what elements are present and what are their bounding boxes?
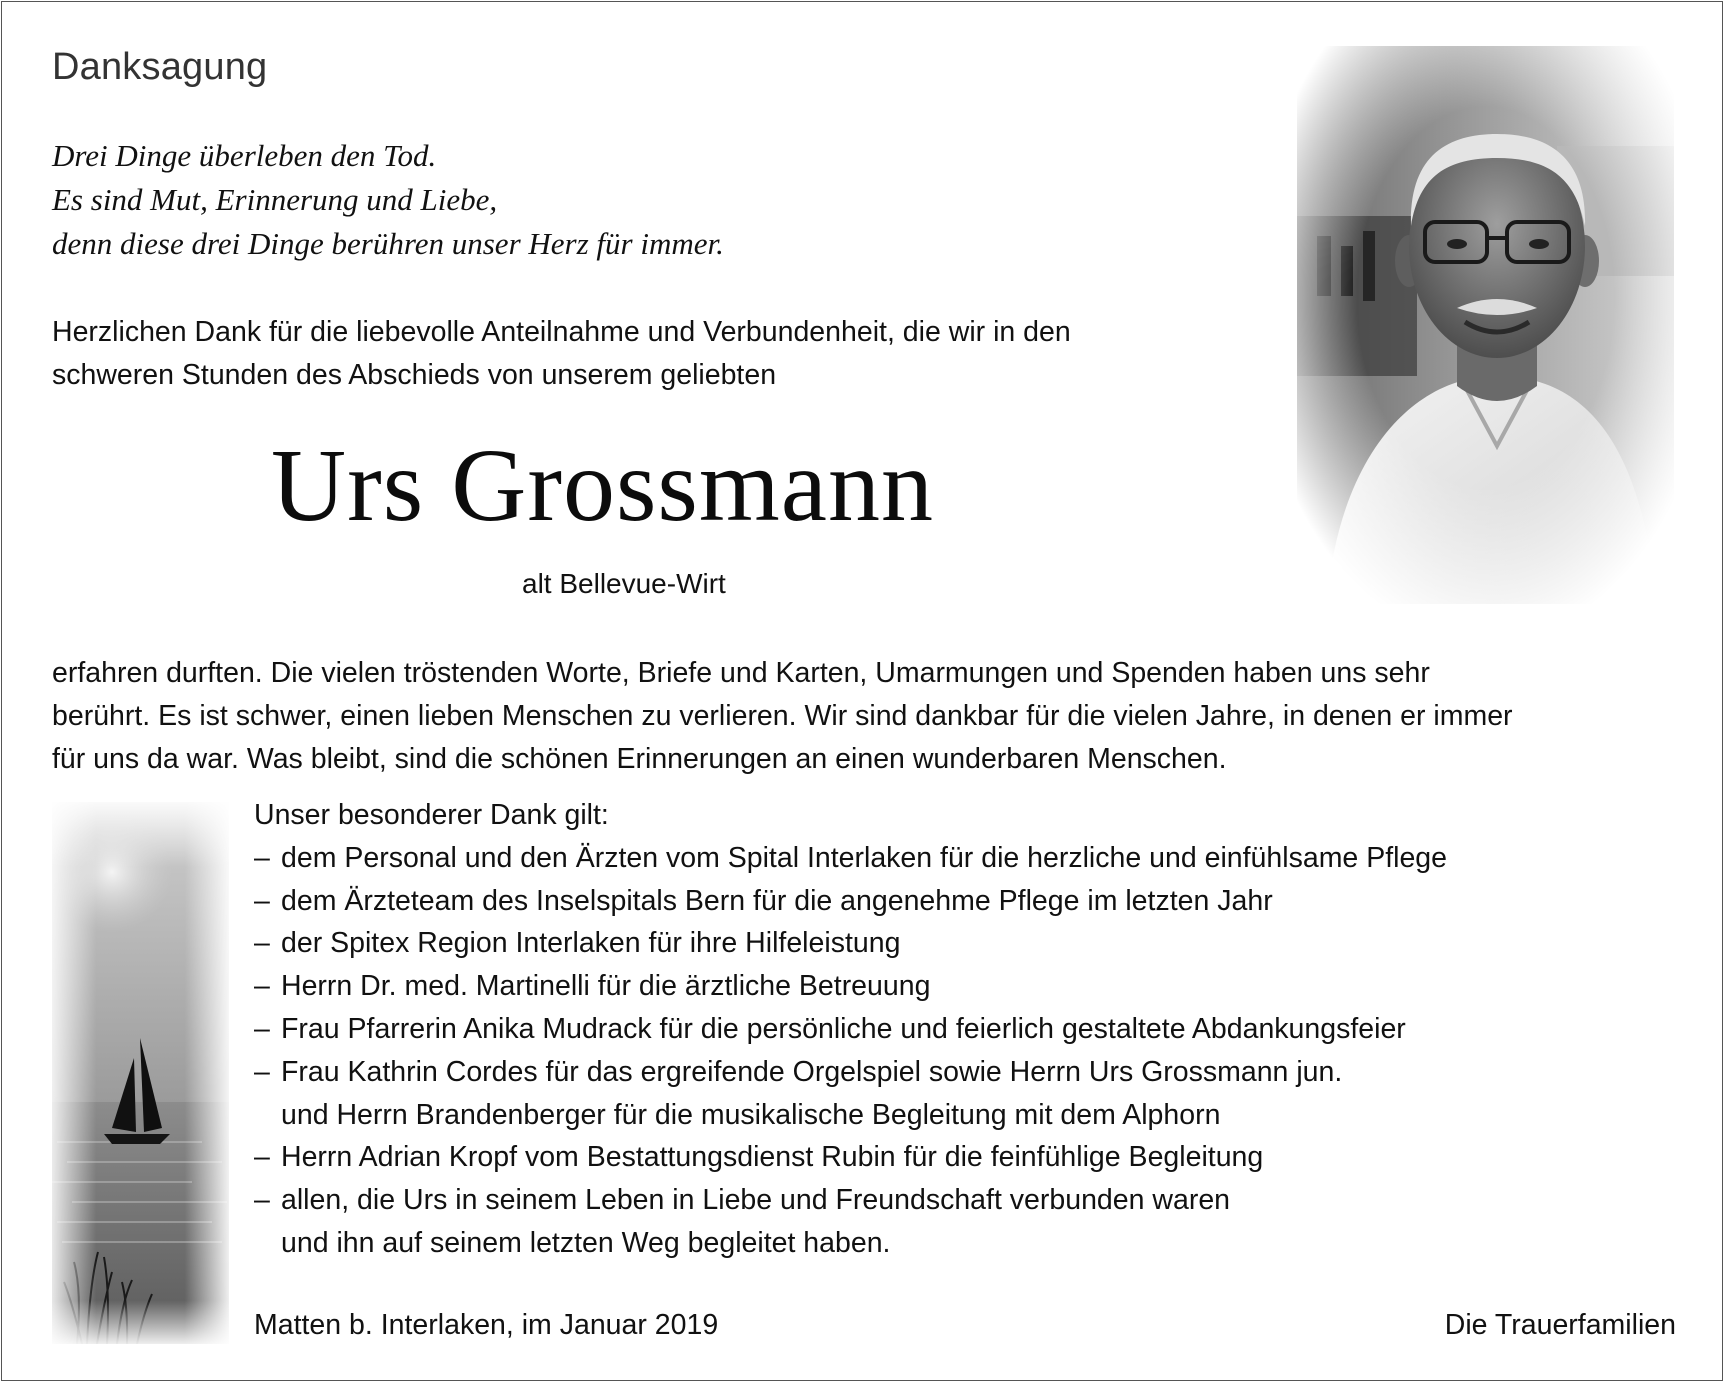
list-item-line: – der Spitex Region Interlaken für ihre Hilfeleistung [281, 927, 901, 960]
place-and-date: Matten b. Interlaken, im Januar 2019 [254, 1309, 719, 1341]
list-item [254, 1051, 1674, 1137]
body-line: erfahren durften. Die vielen tröstenden Worte, Briefe und Karten, Umarmungen und Spenden haben uns sehr [52, 657, 1430, 689]
special-thanks [254, 794, 1674, 1265]
thanks-intro: Unser besonderer Dank gilt: [254, 799, 609, 831]
portrait-photo [1297, 46, 1674, 604]
list-item [254, 880, 1674, 923]
list-item [254, 837, 1674, 880]
thanks-list [254, 837, 1674, 1265]
list-item [254, 922, 1674, 965]
poem-line: Es sind Mut, Erinnerung und Liebe, [52, 182, 498, 217]
body-paragraph [52, 652, 1676, 781]
intro-line: Herzlichen Dank für die liebevolle Anteilnahme und Verbundenheit, die wir in den [52, 316, 1071, 348]
list-item [254, 1008, 1674, 1051]
list-item [254, 1179, 1674, 1265]
poem-line: denn diese drei Dinge berühren unser Herz für immer. [52, 226, 724, 261]
intro-paragraph [52, 311, 1262, 397]
list-item [254, 965, 1674, 1008]
list-item-line: – Frau Pfarrerin Anika Mudrack für die persönliche und feierlich gestaltete Abdankungsfeier [281, 1012, 1406, 1045]
obituary-notice [1, 1, 1723, 1381]
family-signature: Die Trauerfamilien [1444, 1309, 1676, 1341]
sailboat-image [52, 802, 229, 1344]
intro-line: schweren Stunden des Abschieds von unserem geliebten [52, 359, 777, 391]
list-item-line: und ihn auf seinem letzten Weg begleitet haben. [281, 1226, 891, 1259]
poem-line: Drei Dinge überleben den Tod. [52, 138, 437, 173]
deceased-subtitle: alt Bellevue-Wirt [522, 568, 726, 599]
list-item-line: – Herrn Dr. med. Martinelli für die ärztliche Betreuung [281, 970, 931, 1003]
list-item-line: – Herrn Adrian Kropf vom Bestattungsdienst Rubin für die feinfühlige Begleitung [281, 1141, 1264, 1174]
list-item-line: – allen, die Urs in seinem Leben in Liebe und Freundschaft verbunden waren [281, 1184, 1231, 1217]
deceased-name: Urs Grossmann [271, 428, 934, 543]
list-item-line: – dem Personal und den Ärzten vom Spital Interlaken für die herzliche und einfühlsame Pflege [281, 841, 1448, 874]
list-item [254, 1136, 1674, 1179]
list-item-line: und Herrn Brandenberger für die musikalische Begleitung mit dem Alphorn [281, 1098, 1221, 1131]
body-line: für uns da war. Was bleibt, sind die schönen Erinnerungen an einen wunderbaren Menschen. [52, 743, 1227, 775]
list-item-line: – dem Ärzteteam des Inselspitals Bern für die angenehme Pflege im letzten Jahr [281, 884, 1273, 917]
notice-heading: Danksagung [52, 46, 268, 88]
list-item-line: – Frau Kathrin Cordes für das ergreifende Orgelspiel sowie Herrn Urs Grossmann jun. [281, 1055, 1343, 1088]
body-line: berührt. Es ist schwer, einen lieben Menschen zu verlieren. Wir sind dankbar für die vielen Jahre, in denen er immer [52, 700, 1513, 732]
memorial-poem [52, 134, 724, 266]
